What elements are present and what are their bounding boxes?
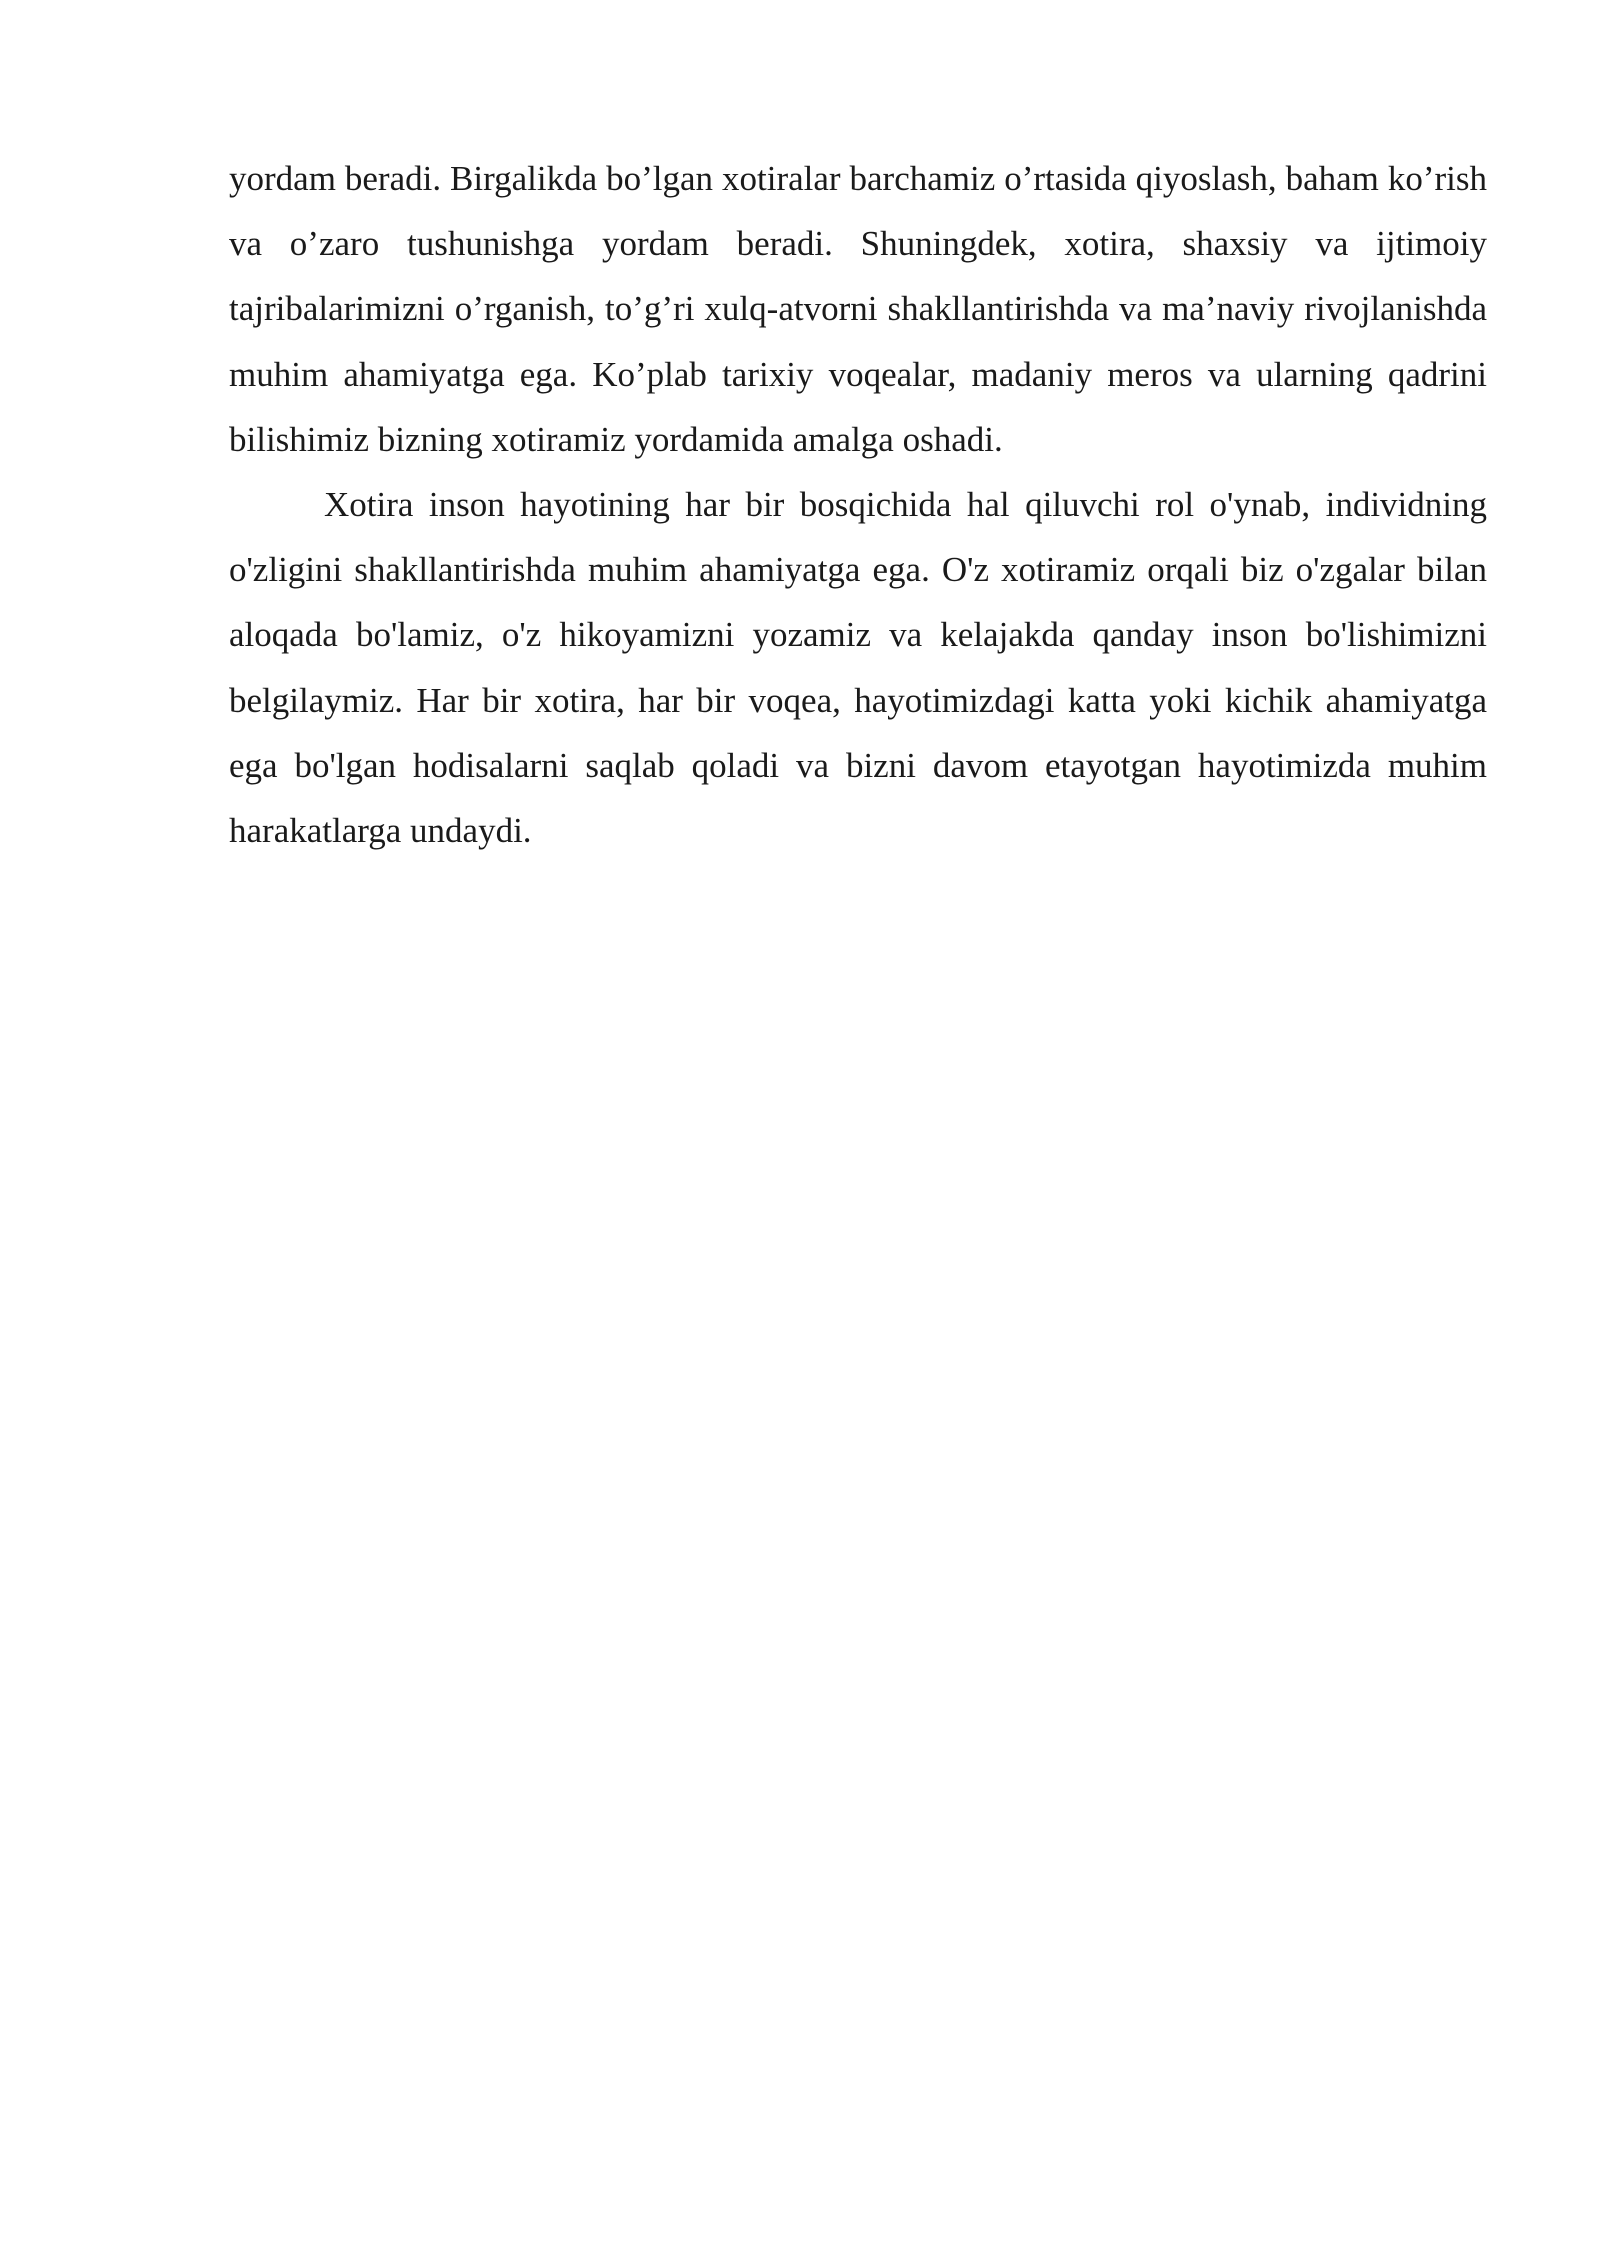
paragraph-memory-role: Xotira inson hayotining har bir bosqichida hal qiluvchi rol o'ynab, individning o'zligini shakllantirishda muhim ahamiyatga ega. O'z xotiramiz orqali biz o'zgalar bilan aloqada bo'lamiz, o'z hikoyamizni yozamiz va kelajakda qanday inson bo'lishimizni belgilaymiz. Har bir xotira, har bir voqea, hayotimizdagi katta yoki kichik ahamiyatga ega bo'lgan hodisalarni saqlab qoladi va bizni davom etayotgan hayotimizda muhim harakatlarga undaydi.	[229, 485, 1487, 851]
paragraph-continuation: yordam beradi. Birgalikda bo’lgan xotiralar barchamiz o’rtasida qiyoslash, baham ko’rish va o’zaro tushunishga yordam beradi. Shuningdek, xotira, shaxsiy va ijtimoiy tajribalarimizni o’rganish, to’g’ri xulq-atvorni shakllantirishda va ma’naviy rivojlanishda muhim ahamiyatga ega. Ko’plab tarixiy voqealar, madaniy meros va ularning qadrini bilishimiz bizning xotiramiz yordamida amalga oshadi.	[229, 159, 1487, 459]
body-text	[229, 146, 1487, 863]
